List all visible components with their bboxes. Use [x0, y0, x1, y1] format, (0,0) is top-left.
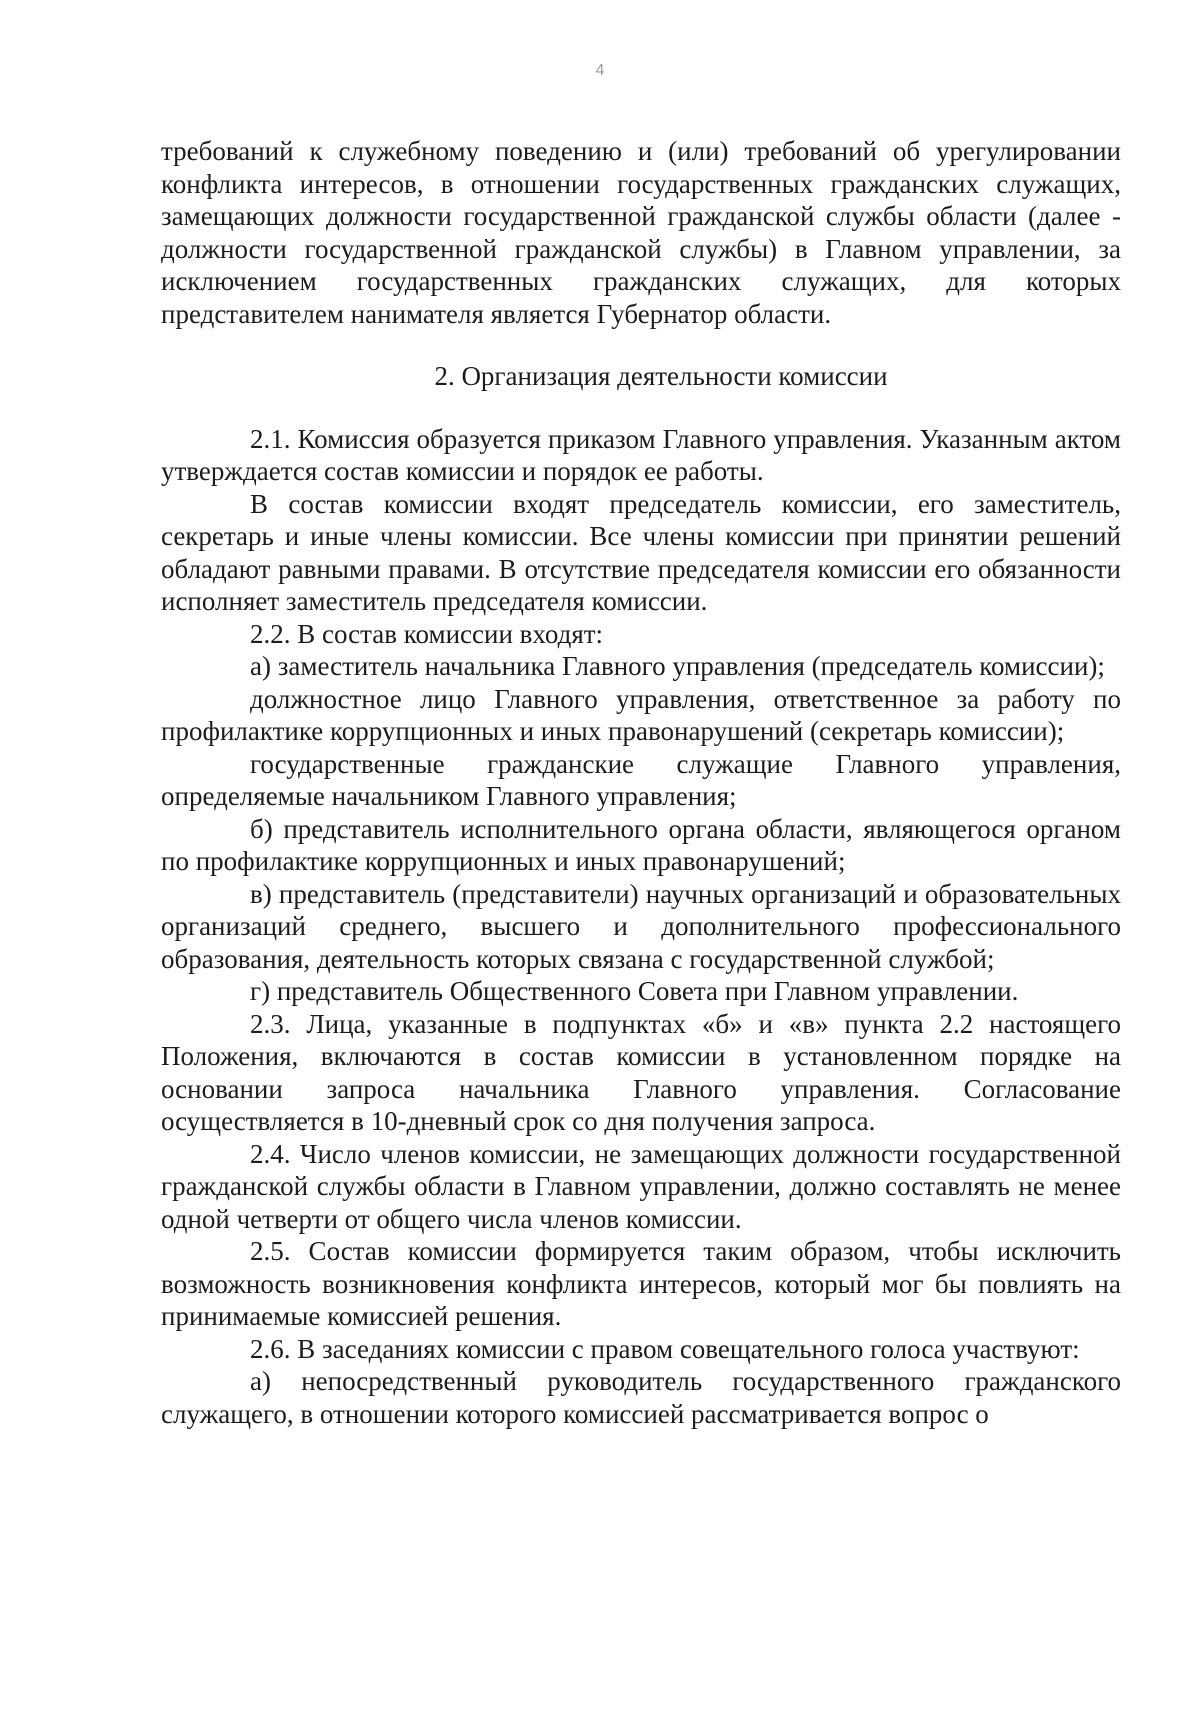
- paragraph-2-2: 2.2. В состав комиссии входят:: [250, 618, 604, 649]
- paragraph-secretary: должностное лицо Главного управления, ответственное за работу по профилактике коррупционных и иных правонарушений (секретарь комиссии);: [161, 683, 1121, 746]
- paragraph-2-2-v: в) представитель (представители) научных организаций и образовательных организаций среднего, высшего и дополнительного профессионального образования, деятельность которых связана с государственной службой;: [161, 878, 1121, 974]
- intro-paragraph: требований к служебному поведению и (или) требований об урегулировании конфликта интересов, в отношении государственных гражданских служащих, замещающих должности государственной гражданской службы области (далее - должности государственной гражданской службы) в Главном управлении, за исключением государственных гражданских служащих, для которых представителем нанимателя является Губернатор области.: [161, 136, 1121, 329]
- paragraph-composition: В состав комиссии входят председатель комиссии, его заместитель, секретарь и иные члены комиссии. Все члены комиссии при принятии решений обладают равными правами. В отсутствие председателя комиссии его обязанности исполняет заместитель председателя комиссии.: [161, 488, 1121, 616]
- paragraph-2-2-a: а) заместитель начальника Главного управления (председатель комиссии);: [250, 651, 1105, 681]
- paragraph-2-4: 2.4. Число членов комиссии, не замещающих должности государственной гражданской службы области в Главном управлении, должно составлять не менее одной четверти от общего числа членов комиссии.: [161, 1138, 1121, 1234]
- spacer: [161, 330, 1121, 360]
- section-heading: 2. Организация деятельности комиссии: [434, 361, 888, 391]
- paragraph-2-2-b: б) представитель исполнительного органа области, являющегося органом по профилактике коррупционных и иных правонарушений;: [161, 813, 1121, 876]
- paragraph-2-1: 2.1. Комиссия образуется приказом Главного управления. Указанным актом утверждается состав комиссии и порядок ее работы.: [161, 423, 1121, 486]
- document-body: [161, 135, 1121, 1430]
- page-number: 4: [595, 62, 605, 79]
- paragraph-civil-servants: государственные гражданские служащие Главного управления, определяемые начальником Главного управления;: [161, 748, 1121, 811]
- paragraph-2-5: 2.5. Состав комиссии формируется таким образом, чтобы исключить возможность возникновения конфликта интересов, который мог бы повлиять на принимаемые комиссией решения.: [161, 1236, 1121, 1331]
- paragraph-2-6-a: а) непосредственный руководитель государственного гражданского служащего, в отношении которого комиссией рассматривается вопрос о: [161, 1366, 1121, 1429]
- spacer: [161, 393, 1121, 423]
- paragraph-2-3: 2.3. Лица, указанные в подпунктах «б» и «в» пункта 2.2 настоящего Положения, включаются в состав комиссии в установленном порядке на основании запроса начальника Главного управления. Согласование осуществляется в 10-дневный срок со дня получения запроса.: [161, 1008, 1121, 1136]
- paragraph-2-6: 2.6. В заседаниях комиссии с правом совещательного голоса участвуют:: [250, 1333, 1080, 1364]
- paragraph-2-2-g: г) представитель Общественного Совета при Главном управлении.: [250, 976, 1019, 1006]
